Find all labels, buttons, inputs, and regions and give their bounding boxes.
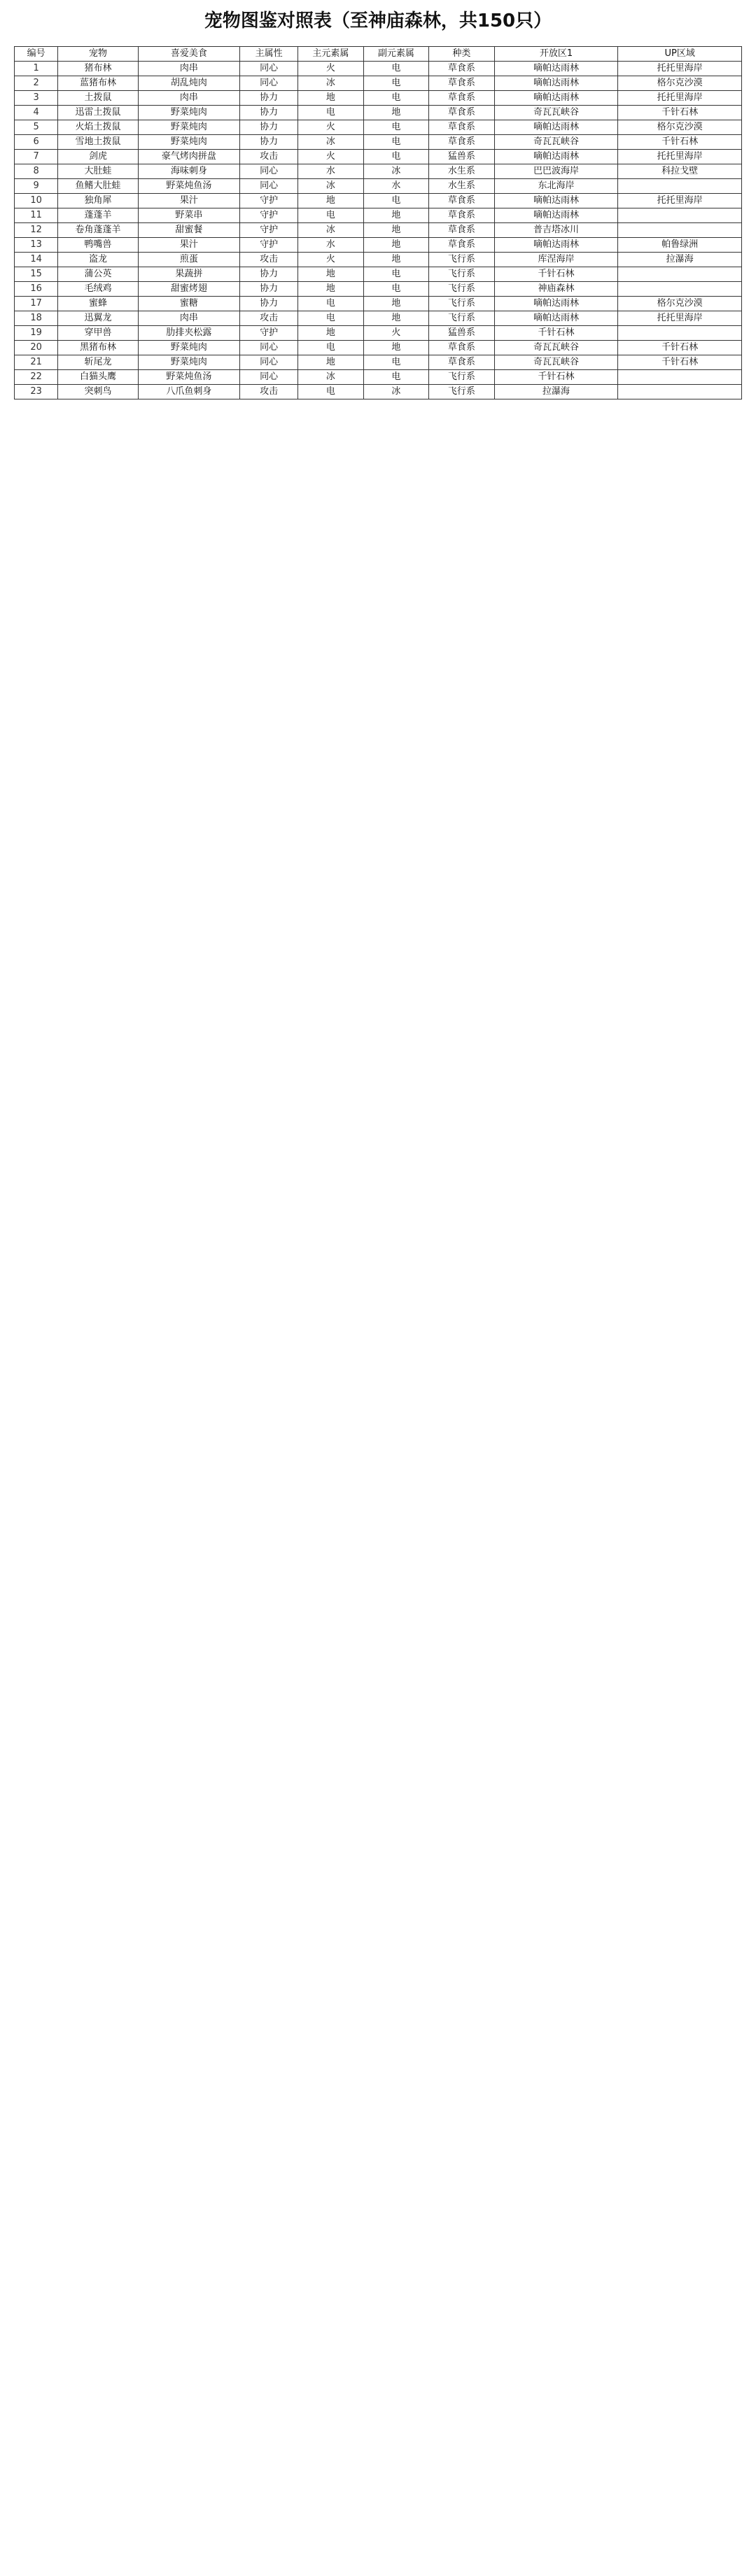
cell-element2: 冰 xyxy=(363,164,429,179)
cell-pet: 鱼鳍大肚蛙 xyxy=(58,179,138,194)
cell-element1: 火 xyxy=(298,120,364,135)
cell-pet: 猪布林 xyxy=(58,62,138,76)
page-title: 宠物图鉴对照表（至神庙森林，共150只） xyxy=(204,10,552,31)
cell-id: 12 xyxy=(15,223,58,238)
table-row xyxy=(15,355,742,370)
col-header-zone: 开放区1 xyxy=(494,47,618,62)
cell-pet: 大肚蛙 xyxy=(58,164,138,179)
cell-type: 草食系 xyxy=(429,355,495,370)
cell-type: 飞行系 xyxy=(429,282,495,297)
cell-element1: 电 xyxy=(298,385,364,399)
cell-up: 格尔克沙漠 xyxy=(618,120,742,135)
cell-attr: 攻击 xyxy=(240,311,298,326)
cell-up: 科拉戈壁 xyxy=(618,164,742,179)
cell-id: 6 xyxy=(15,135,58,150)
cell-zone: 嘀帕达雨林 xyxy=(494,208,618,223)
cell-pet: 雪地土拨鼠 xyxy=(58,135,138,150)
cell-food: 肉串 xyxy=(138,311,239,326)
col-header-element2: 副元素属 xyxy=(363,47,429,62)
cell-attr: 同心 xyxy=(240,341,298,355)
col-header-attr: 主属性 xyxy=(240,47,298,62)
cell-element1: 电 xyxy=(298,208,364,223)
cell-element1: 电 xyxy=(298,341,364,355)
cell-type: 飞行系 xyxy=(429,311,495,326)
cell-element2: 电 xyxy=(363,150,429,164)
cell-pet: 蓝猪布林 xyxy=(58,76,138,91)
cell-up xyxy=(618,282,742,297)
cell-type: 草食系 xyxy=(429,62,495,76)
cell-zone: 奇瓦瓦峡谷 xyxy=(494,341,618,355)
cell-element1: 水 xyxy=(298,238,364,253)
table-row xyxy=(15,62,742,76)
cell-food: 肋排夹松露 xyxy=(138,326,239,341)
cell-zone: 神庙森林 xyxy=(494,282,618,297)
cell-attr: 协力 xyxy=(240,135,298,150)
cell-pet: 蓬蓬羊 xyxy=(58,208,138,223)
cell-attr: 协力 xyxy=(240,267,298,282)
cell-element2: 地 xyxy=(363,311,429,326)
cell-type: 草食系 xyxy=(429,76,495,91)
cell-id: 14 xyxy=(15,253,58,267)
table-row xyxy=(15,370,742,385)
cell-type: 猛兽系 xyxy=(429,150,495,164)
cell-zone: 嘀帕达雨林 xyxy=(494,238,618,253)
cell-id: 18 xyxy=(15,311,58,326)
cell-attr: 同心 xyxy=(240,179,298,194)
cell-id: 11 xyxy=(15,208,58,223)
cell-attr: 协力 xyxy=(240,120,298,135)
cell-id: 2 xyxy=(15,76,58,91)
cell-up: 格尔克沙漠 xyxy=(618,76,742,91)
cell-element1: 电 xyxy=(298,106,364,120)
cell-id: 4 xyxy=(15,106,58,120)
cell-attr: 守护 xyxy=(240,326,298,341)
cell-food: 肉串 xyxy=(138,91,239,106)
col-header-pet: 宠物 xyxy=(58,47,138,62)
cell-element1: 火 xyxy=(298,253,364,267)
cell-type: 水生系 xyxy=(429,179,495,194)
table-row xyxy=(15,341,742,355)
cell-food: 海味刺身 xyxy=(138,164,239,179)
cell-up xyxy=(618,370,742,385)
table-row xyxy=(15,238,742,253)
cell-up: 托托里海岸 xyxy=(618,150,742,164)
cell-food: 野菜炖肉 xyxy=(138,120,239,135)
cell-id: 3 xyxy=(15,91,58,106)
cell-element1: 地 xyxy=(298,91,364,106)
cell-type: 草食系 xyxy=(429,91,495,106)
cell-food: 豪气烤肉拼盘 xyxy=(138,150,239,164)
col-header-id: 编号 xyxy=(15,47,58,62)
cell-zone: 奇瓦瓦峡谷 xyxy=(494,355,618,370)
cell-up xyxy=(618,223,742,238)
cell-id: 10 xyxy=(15,194,58,208)
cell-element1: 地 xyxy=(298,194,364,208)
cell-pet: 火焰土拨鼠 xyxy=(58,120,138,135)
cell-element1: 地 xyxy=(298,355,364,370)
cell-id: 13 xyxy=(15,238,58,253)
cell-element2: 水 xyxy=(363,179,429,194)
cell-attr: 协力 xyxy=(240,297,298,311)
cell-zone: 奇瓦瓦峡谷 xyxy=(494,106,618,120)
cell-up: 千针石林 xyxy=(618,341,742,355)
cell-element2: 电 xyxy=(363,62,429,76)
cell-element2: 地 xyxy=(363,253,429,267)
cell-up: 帕鲁绿洲 xyxy=(618,238,742,253)
cell-zone: 嘀帕达雨林 xyxy=(494,297,618,311)
cell-type: 草食系 xyxy=(429,341,495,355)
cell-type: 飞行系 xyxy=(429,385,495,399)
cell-id: 23 xyxy=(15,385,58,399)
table-row xyxy=(15,106,742,120)
cell-pet: 蜜蜂 xyxy=(58,297,138,311)
table-row xyxy=(15,208,742,223)
cell-attr: 协力 xyxy=(240,91,298,106)
cell-zone: 嘀帕达雨林 xyxy=(494,194,618,208)
cell-element2: 地 xyxy=(363,106,429,120)
cell-type: 飞行系 xyxy=(429,267,495,282)
cell-pet: 黑猪布林 xyxy=(58,341,138,355)
cell-food: 野菜炖鱼汤 xyxy=(138,179,239,194)
cell-zone: 千针石林 xyxy=(494,326,618,341)
cell-attr: 同心 xyxy=(240,62,298,76)
cell-element2: 电 xyxy=(363,91,429,106)
cell-pet: 独角犀 xyxy=(58,194,138,208)
cell-food: 胡乱炖肉 xyxy=(138,76,239,91)
cell-attr: 同心 xyxy=(240,76,298,91)
table-body xyxy=(15,62,742,399)
cell-element2: 电 xyxy=(363,135,429,150)
cell-food: 蜜糖 xyxy=(138,297,239,311)
cell-element2: 地 xyxy=(363,297,429,311)
cell-up xyxy=(618,208,742,223)
cell-attr: 守护 xyxy=(240,208,298,223)
cell-id: 8 xyxy=(15,164,58,179)
cell-type: 草食系 xyxy=(429,135,495,150)
cell-food: 野菜炖肉 xyxy=(138,341,239,355)
cell-type: 草食系 xyxy=(429,208,495,223)
cell-food: 果汁 xyxy=(138,194,239,208)
cell-element2: 电 xyxy=(363,355,429,370)
cell-element2: 电 xyxy=(363,370,429,385)
cell-up: 托托里海岸 xyxy=(618,62,742,76)
cell-attr: 守护 xyxy=(240,194,298,208)
cell-zone: 嘀帕达雨林 xyxy=(494,76,618,91)
col-header-element1: 主元素属 xyxy=(298,47,364,62)
table-row xyxy=(15,194,742,208)
cell-food: 八爪鱼刺身 xyxy=(138,385,239,399)
cell-zone: 巴巴波海岸 xyxy=(494,164,618,179)
cell-element2: 冰 xyxy=(363,385,429,399)
cell-pet: 鸭嘴兽 xyxy=(58,238,138,253)
cell-pet: 斩尾龙 xyxy=(58,355,138,370)
table-row xyxy=(15,91,742,106)
pet-table xyxy=(14,46,742,399)
cell-food: 甜蜜餐 xyxy=(138,223,239,238)
cell-element2: 地 xyxy=(363,223,429,238)
cell-attr: 守护 xyxy=(240,238,298,253)
cell-food: 煎蛋 xyxy=(138,253,239,267)
cell-element1: 电 xyxy=(298,297,364,311)
cell-pet: 蒲公英 xyxy=(58,267,138,282)
cell-type: 草食系 xyxy=(429,238,495,253)
table-header xyxy=(15,47,742,62)
cell-pet: 卷角蓬蓬羊 xyxy=(58,223,138,238)
cell-type: 猛兽系 xyxy=(429,326,495,341)
cell-element1: 地 xyxy=(298,282,364,297)
cell-zone: 千针石林 xyxy=(494,267,618,282)
cell-food: 野菜炖肉 xyxy=(138,135,239,150)
table-row xyxy=(15,164,742,179)
cell-up: 千针石林 xyxy=(618,135,742,150)
cell-id: 17 xyxy=(15,297,58,311)
cell-up: 千针石林 xyxy=(618,106,742,120)
cell-id: 5 xyxy=(15,120,58,135)
col-header-up: UP区域 xyxy=(618,47,742,62)
table-row xyxy=(15,135,742,150)
table-row xyxy=(15,253,742,267)
cell-element2: 地 xyxy=(363,238,429,253)
table-row xyxy=(15,150,742,164)
cell-food: 野菜炖肉 xyxy=(138,355,239,370)
cell-id: 19 xyxy=(15,326,58,341)
cell-food: 野菜炖肉 xyxy=(138,106,239,120)
table-row xyxy=(15,179,742,194)
cell-up: 格尔克沙漠 xyxy=(618,297,742,311)
cell-element2: 电 xyxy=(363,76,429,91)
cell-id: 15 xyxy=(15,267,58,282)
cell-pet: 穿甲兽 xyxy=(58,326,138,341)
cell-element1: 冰 xyxy=(298,223,364,238)
cell-id: 16 xyxy=(15,282,58,297)
cell-pet: 剑虎 xyxy=(58,150,138,164)
cell-element1: 地 xyxy=(298,326,364,341)
cell-element2: 电 xyxy=(363,267,429,282)
cell-zone: 嘀帕达雨林 xyxy=(494,91,618,106)
cell-zone: 库涅海岸 xyxy=(494,253,618,267)
cell-id: 20 xyxy=(15,341,58,355)
cell-element2: 地 xyxy=(363,208,429,223)
cell-up xyxy=(618,179,742,194)
cell-type: 草食系 xyxy=(429,106,495,120)
cell-zone: 普吉塔冰川 xyxy=(494,223,618,238)
cell-element1: 电 xyxy=(298,311,364,326)
table-row xyxy=(15,297,742,311)
cell-pet: 毛绒鸡 xyxy=(58,282,138,297)
cell-up: 拉瀑海 xyxy=(618,253,742,267)
table-row xyxy=(15,76,742,91)
cell-attr: 攻击 xyxy=(240,150,298,164)
cell-zone: 嘀帕达雨林 xyxy=(494,150,618,164)
cell-zone: 嘀帕达雨林 xyxy=(494,311,618,326)
cell-element1: 冰 xyxy=(298,370,364,385)
table-row xyxy=(15,120,742,135)
cell-pet: 土拨鼠 xyxy=(58,91,138,106)
cell-pet: 白猫头鹰 xyxy=(58,370,138,385)
cell-up: 托托里海岸 xyxy=(618,91,742,106)
cell-food: 甜蜜烤翅 xyxy=(138,282,239,297)
table-row xyxy=(15,326,742,341)
cell-id: 22 xyxy=(15,370,58,385)
cell-attr: 同心 xyxy=(240,355,298,370)
cell-element1: 地 xyxy=(298,267,364,282)
cell-up: 托托里海岸 xyxy=(618,194,742,208)
table-row xyxy=(15,311,742,326)
cell-element1: 水 xyxy=(298,164,364,179)
col-header-type: 种类 xyxy=(429,47,495,62)
cell-zone: 嘀帕达雨林 xyxy=(494,62,618,76)
cell-zone: 奇瓦瓦峡谷 xyxy=(494,135,618,150)
table-row xyxy=(15,385,742,399)
cell-element1: 火 xyxy=(298,62,364,76)
cell-element2: 电 xyxy=(363,194,429,208)
table-row xyxy=(15,223,742,238)
cell-food: 果蔬拼 xyxy=(138,267,239,282)
cell-id: 7 xyxy=(15,150,58,164)
cell-food: 肉串 xyxy=(138,62,239,76)
cell-up: 托托里海岸 xyxy=(618,311,742,326)
cell-food: 果汁 xyxy=(138,238,239,253)
cell-attr: 同心 xyxy=(240,370,298,385)
cell-pet: 突刺鸟 xyxy=(58,385,138,399)
cell-pet: 迅雷土拨鼠 xyxy=(58,106,138,120)
cell-element1: 冰 xyxy=(298,135,364,150)
table-row xyxy=(15,282,742,297)
cell-type: 水生系 xyxy=(429,164,495,179)
cell-pet: 迅翼龙 xyxy=(58,311,138,326)
cell-up xyxy=(618,385,742,399)
cell-pet: 盗龙 xyxy=(58,253,138,267)
cell-up xyxy=(618,267,742,282)
cell-attr: 攻击 xyxy=(240,385,298,399)
cell-type: 飞行系 xyxy=(429,297,495,311)
cell-attr: 守护 xyxy=(240,223,298,238)
cell-id: 1 xyxy=(15,62,58,76)
cell-element1: 火 xyxy=(298,150,364,164)
cell-food: 野菜串 xyxy=(138,208,239,223)
cell-type: 飞行系 xyxy=(429,253,495,267)
cell-attr: 同心 xyxy=(240,164,298,179)
cell-type: 草食系 xyxy=(429,194,495,208)
table-row xyxy=(15,267,742,282)
cell-id: 9 xyxy=(15,179,58,194)
cell-zone: 嘀帕达雨林 xyxy=(494,120,618,135)
cell-id: 21 xyxy=(15,355,58,370)
cell-type: 草食系 xyxy=(429,223,495,238)
cell-type: 飞行系 xyxy=(429,370,495,385)
col-header-food: 喜爱美食 xyxy=(138,47,239,62)
cell-element2: 电 xyxy=(363,120,429,135)
cell-element2: 火 xyxy=(363,326,429,341)
cell-element2: 地 xyxy=(363,341,429,355)
cell-up xyxy=(618,326,742,341)
cell-up: 千针石林 xyxy=(618,355,742,370)
cell-type: 草食系 xyxy=(429,120,495,135)
cell-element2: 电 xyxy=(363,282,429,297)
cell-zone: 千针石林 xyxy=(494,370,618,385)
cell-element1: 冰 xyxy=(298,76,364,91)
cell-attr: 协力 xyxy=(240,106,298,120)
cell-food: 野菜炖鱼汤 xyxy=(138,370,239,385)
cell-zone: 东北海岸 xyxy=(494,179,618,194)
cell-element1: 冰 xyxy=(298,179,364,194)
cell-attr: 协力 xyxy=(240,282,298,297)
cell-zone: 拉瀑海 xyxy=(494,385,618,399)
cell-attr: 攻击 xyxy=(240,253,298,267)
